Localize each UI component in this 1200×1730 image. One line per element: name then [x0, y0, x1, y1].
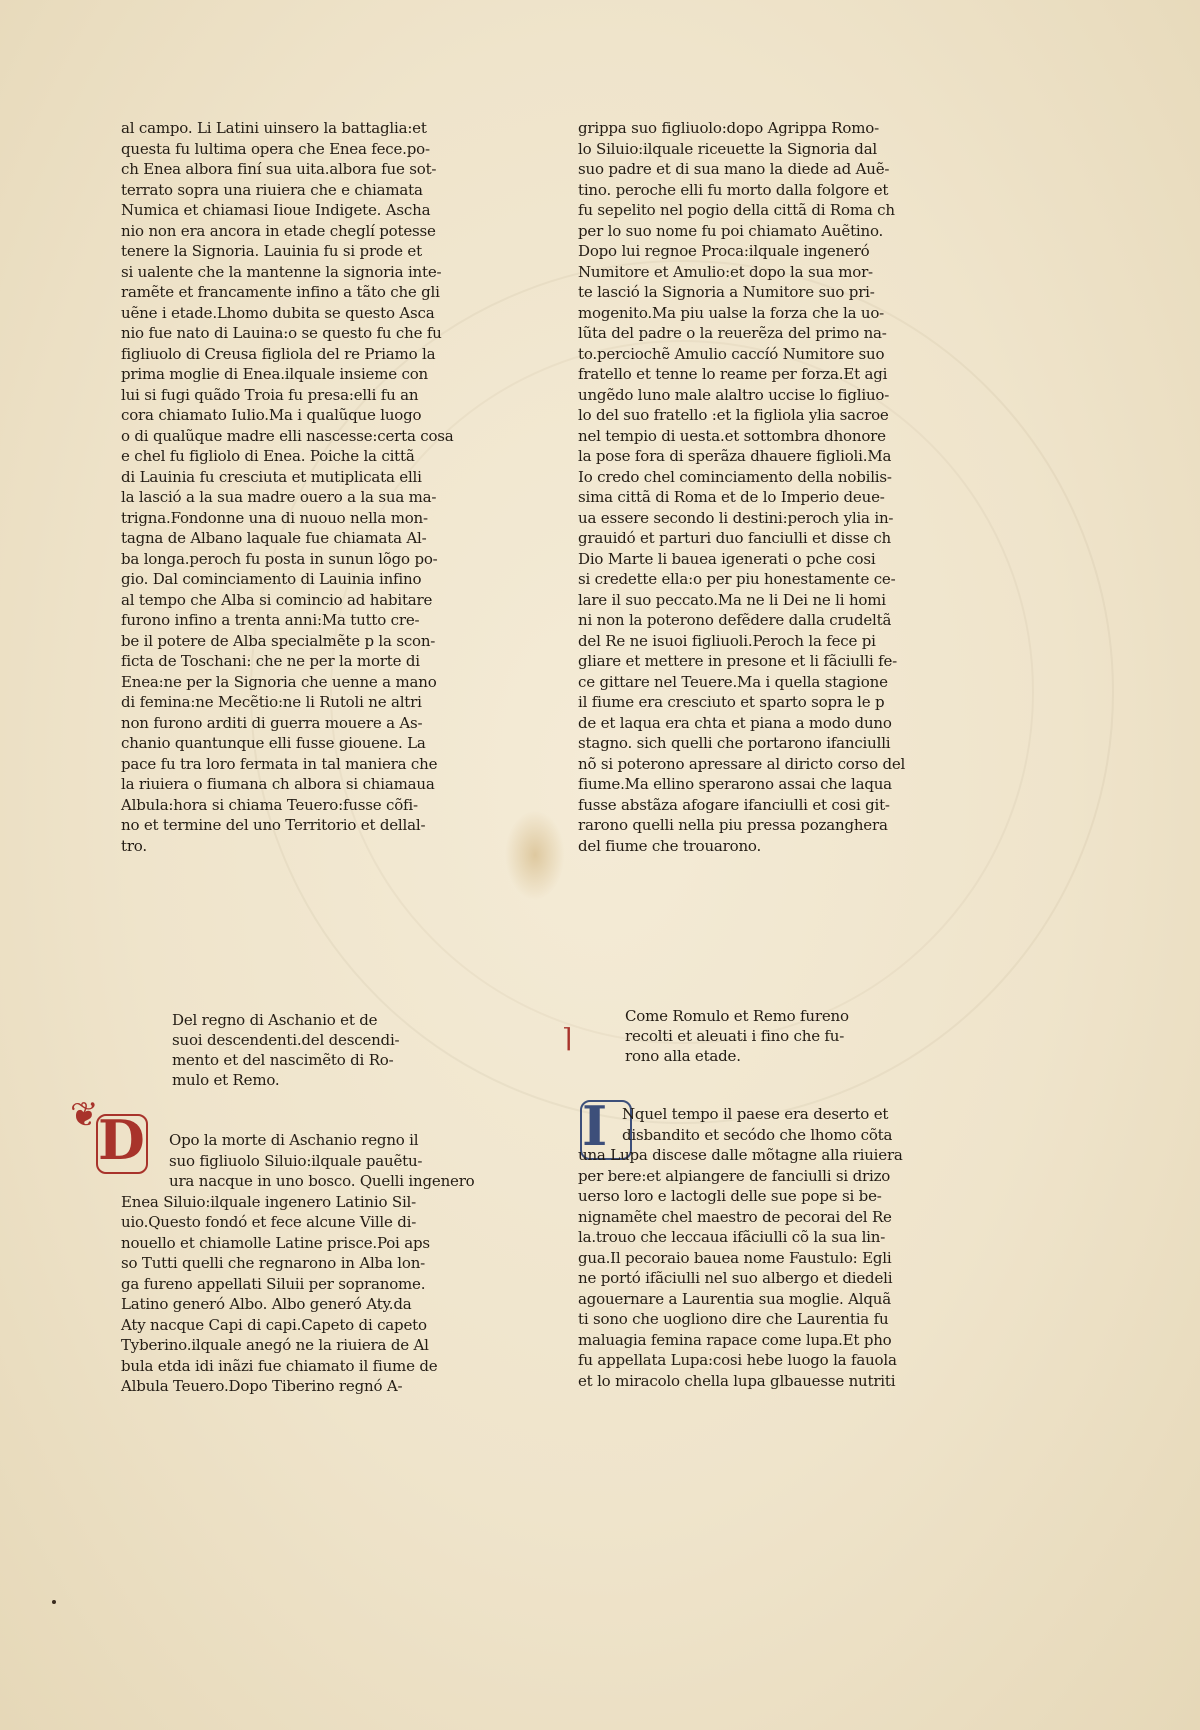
left-column-line: Enea:ne per la Signoria che uenne a mano [121, 672, 437, 691]
left-column-line: e chel fu figliolo di Enea. Poiche la cittã [121, 447, 415, 465]
right-column-line: gliare et mettere in presone et li fãciulli fe- [578, 652, 898, 670]
right-column-line: nõ si poterono apressare al diricto corso del [578, 754, 906, 773]
right-section-line: disbandito et secódo che lhomo cõta [622, 1125, 893, 1144]
left-column-line: tagna de Albano laquale fue chiamata Al- [121, 529, 427, 547]
right-column-line: lũta del padre o la reuerẽza del primo na- [578, 324, 887, 342]
right-column-line: de et laqua era chta et piana a modo duno [578, 713, 892, 732]
right-section-line: fu appellata Lupa:cosi hebe luogo la fauola [578, 1351, 897, 1369]
right-section-line: maluagia femina rapace come lupa.Et pho [578, 1330, 892, 1349]
left-column-line: uẽne i etade.Lhomo dubita se questo Asca [121, 303, 435, 322]
left-section-line: nouello et chiamolle Latine prisce.Poi aps [121, 1233, 430, 1252]
right-heading-line: Come Romulo et Remo fureno [625, 1007, 849, 1025]
left-column-line: terrato sopra una riuiera che e chiamata [121, 180, 423, 199]
left-section-line: uio.Questo fondó et fece alcune Ville di- [121, 1213, 417, 1231]
left-column-line: lui si fugi quãdo Troia fu presa:elli fu an [121, 385, 419, 404]
left-column-line: be il potere de Alba specialmẽte p la scon- [121, 631, 436, 650]
right-column-text [578, 118, 938, 856]
left-column-line: nio fue nato di Lauina:o se questo fu che fu [121, 324, 442, 342]
left-column-line: figliuolo di Creusa figliola del re Priamo la [121, 344, 436, 363]
red-bracket-mark-icon: ⌉ [562, 1024, 573, 1054]
right-section-line: la.trouo che leccaua ifãciulli cõ la sua lin- [578, 1228, 886, 1246]
right-section-line: agouernare a Laurentia sua moglie. Alquã [578, 1289, 891, 1308]
right-section-heading [625, 1006, 849, 1066]
left-column-line: questa fu lultima opera che Enea fece.po- [121, 139, 430, 158]
right-section-line: ti sono che uogliono dire che Laurentia fu [578, 1310, 889, 1328]
right-column-line: suo padre et di sua mano la diede ad Auẽ- [578, 160, 890, 178]
right-column-line: stagno. sich quelli che portarono ifanciulli [578, 734, 891, 752]
left-section-line: Opo la morte di Aschanio regno il [169, 1131, 419, 1149]
left-column-line: tenere la Signoria. Lauinia fu si prode et [121, 242, 422, 260]
left-column-line: prima moglie di Enea.ilquale insieme con [121, 365, 429, 383]
right-column-line: ungẽdo luno male alaltro uccise lo figliuo- [578, 385, 890, 404]
right-column-line: lare il suo peccato.Ma ne li Dei ne li homi [578, 590, 886, 609]
left-column-line: al campo. Li Latini uinsero la battaglia:et [121, 119, 427, 137]
right-column-line: te lasció la Signoria a Numitore suo pri- [578, 283, 875, 301]
right-column-line: del Re ne isuoi figliuoli.Peroch la fece pi [578, 631, 876, 650]
right-column-line: ua essere secondo li destini:peroch ylia in- [578, 508, 894, 527]
right-column-line: fu sepelito nel pogio della cittã di Roma ch [578, 201, 895, 219]
right-section-line: nignamẽte chel maestro de pecorai del Re [578, 1207, 892, 1226]
left-column-line: non furono arditi di guerra mouere a As- [121, 713, 423, 732]
left-column-line: ramẽte et francamente infino a tãto che gli [121, 283, 440, 301]
left-column-line: la riuiera o fiumana ch albora si chiamaua [121, 775, 435, 793]
left-column-line: Albula:hora si chiama Teuero:fusse cõfi- [121, 795, 418, 814]
right-column-line: la pose fora di sperãza dhauere figlioli.Ma [578, 447, 892, 465]
right-column-line: Io credo chel cominciamento della nobilis- [578, 467, 892, 486]
right-section-line: et lo miracolo chella lupa glbauesse nutriti [578, 1371, 896, 1390]
left-column-line: chanio quantunque elli fusse giouene. La [121, 734, 426, 752]
right-column-line: grippa suo figliuolo:dopo Agrippa Romo- [578, 119, 879, 137]
right-column-line: sima cittã di Roma et de lo Imperio deue- [578, 488, 885, 506]
left-section-line: suo figliuolo Siluio:ilquale pauẽtu- [169, 1151, 423, 1170]
right-section-line: per bere:et alpiangere de fanciulli si drizo [578, 1166, 891, 1185]
right-section-line: una Lupa discese dalle mõtagne alla riuiera [578, 1146, 903, 1164]
left-column-line: ficta de Toschani: che ne per la morte di [121, 652, 420, 670]
right-column-line: nel tempio di uesta.et sottombra dhonore [578, 426, 886, 445]
left-heading-line: mento et del nascimẽto di Ro- [172, 1051, 394, 1069]
left-column-line: tro. [121, 836, 147, 855]
left-section-line: Enea Siluio:ilquale ingenero Latinio Sil- [121, 1192, 417, 1211]
left-section-text [121, 1130, 481, 1397]
right-column-line: mogenito.Ma piu ualse la forza che la uo- [578, 303, 885, 322]
right-column-line: si credette ella:o per piu honestamente ce- [578, 570, 896, 588]
left-column-line: di Lauinia fu cresciuta et mutiplicata elli [121, 467, 422, 486]
right-heading-line: recolti et aleuati i fino che fu- [625, 1027, 845, 1045]
right-column-line: del fiume che trouarono. [578, 836, 762, 855]
right-column-line: fratello et tenne lo reame per forza.Et agi [578, 365, 888, 383]
right-column-line: ce gittare nel Teuere.Ma i quella stagione [578, 672, 888, 691]
right-column-line: per lo suo nome fu poi chiamato Auẽtino. [578, 221, 884, 240]
left-column-line: la lasció a la sua madre ouero a la sua ma- [121, 488, 437, 506]
right-column-line: fiume.Ma ellino sperarono assai che laqua [578, 775, 892, 793]
left-heading-line: mulo et Remo. [172, 1071, 280, 1089]
right-section-line: Nquel tempo il paese era deserto et [622, 1105, 889, 1123]
left-section-line: Albula Teuero.Dopo Tiberino regnó A- [121, 1377, 403, 1395]
left-column-text [121, 118, 481, 856]
left-section-line: Latino generó Albo. Albo generó Aty.da [121, 1295, 412, 1313]
left-section-line: ga fureno appellati Siluii per sopranome. [121, 1274, 426, 1293]
left-section-line: Tyberino.ilquale anegó ne la riuiera de Al [121, 1336, 429, 1354]
left-column-line: trigna.Fondonne una di nuouo nella mon- [121, 508, 428, 527]
left-column-line: al tempo che Alba si comincio ad habitare [121, 590, 433, 609]
right-column-line: rarono quelli nella piu pressa pozanghera [578, 816, 888, 834]
right-column-line: Numitore et Amulio:et dopo la sua mor- [578, 262, 873, 281]
right-column-line: to.perciochẽ Amulio caccíó Numitore suo [578, 344, 885, 363]
left-column-line: gio. Dal cominciamento di Lauinia infino [121, 570, 422, 588]
initial-letter-i: I [582, 1094, 608, 1158]
right-column-line: lo del suo fratello :et la figliola ylia sacroe [578, 406, 889, 424]
left-column-line: Numica et chiamasi Iioue Indigete. Ascha [121, 201, 431, 219]
right-column-line: ni non la poterono defẽdere dalla crudeltã [578, 611, 892, 629]
right-section-text [578, 1104, 938, 1391]
left-column-line: o di qualũque madre elli nascesse:certa cosa [121, 426, 454, 445]
left-column-line: ba longa.peroch fu posta in sunun lõgo po- [121, 549, 438, 568]
left-section-line: so Tutti quelli che regnarono in Alba lon- [121, 1254, 426, 1272]
left-section-line: ura nacque in uno bosco. Quelli ingenero [169, 1172, 475, 1190]
right-column-line: Dio Marte li bauea igenerati o pche cosi [578, 549, 876, 568]
left-section-line: Aty nacque Capi di capi.Capeto di capeto [121, 1315, 427, 1334]
left-heading-line: suoi descendenti.del descendi- [172, 1031, 400, 1049]
right-heading-line: rono alla etade. [625, 1047, 741, 1065]
left-column-line: nio non era ancora in etade cheglí potesse [121, 221, 436, 240]
left-section-heading [172, 1010, 399, 1090]
ink-speck [52, 1600, 56, 1604]
left-section-line: bula etda idi inãzi fue chiamato il fiume de [121, 1356, 438, 1375]
right-column-line: Dopo lui regnoe Proca:ilquale ingeneró [578, 242, 870, 260]
left-column-line: di femina:ne Mecẽtio:ne li Rutoli ne altri [121, 693, 422, 711]
right-section-line: gua.Il pecoraio bauea nome Faustulo: Egli [578, 1248, 892, 1267]
left-column-line: furono infino a trenta anni:Ma tutto cre- [121, 611, 420, 629]
right-section-line: ne portó ifãciulli nel suo albergo et diedeli [578, 1269, 893, 1287]
left-column-line: cora chiamato Iulio.Ma i qualũque luogo [121, 406, 422, 424]
right-column-line: grauidó et parturi duo fanciulli et disse ch [578, 529, 891, 547]
right-column-line: tino. peroche elli fu morto dalla folgore et [578, 180, 889, 199]
right-column-line: fusse abstãza afogare ifanciulli et cosi git- [578, 795, 890, 814]
left-column-line: si ualente che la mantenne la signoria inte- [121, 262, 442, 281]
left-heading-line: Del regno di Aschanio et de [172, 1011, 378, 1029]
right-column-line: il fiume era cresciuto et sparto sopra le p [578, 693, 885, 711]
right-column-line: lo Siluio:ilquale riceuette la Signoria dal [578, 139, 878, 158]
initial-letter-d: D [98, 1108, 145, 1172]
paper-stain [505, 810, 565, 900]
left-column-line: ch Enea albora finí sua uita.albora fue sot- [121, 160, 437, 178]
red-flourish-icon: ❦ [70, 1095, 99, 1135]
left-column-line: no et termine del uno Territorio et dellal- [121, 816, 426, 834]
left-column-line: pace fu tra loro fermata in tal maniera che [121, 754, 438, 773]
right-section-line: uerso loro e lactogli delle sue pope si be- [578, 1187, 882, 1205]
